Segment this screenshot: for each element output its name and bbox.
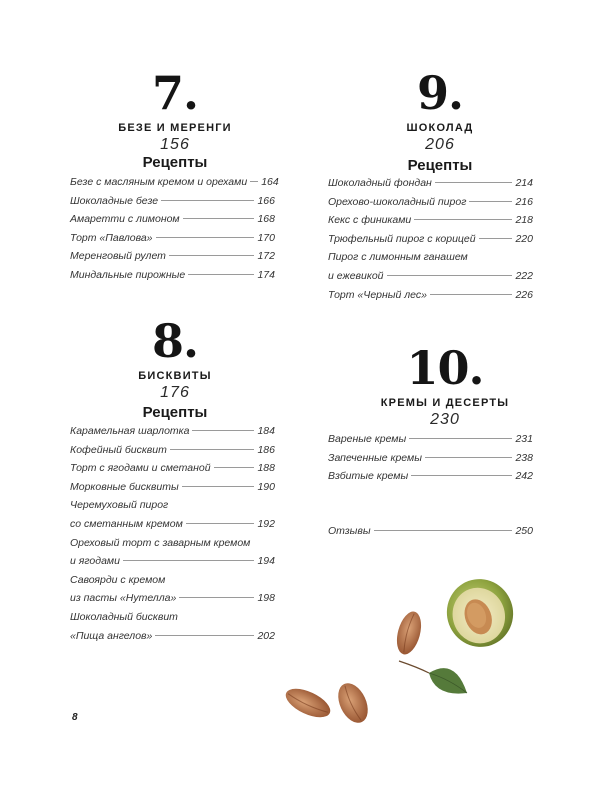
dot-leader [183,218,255,219]
toc-entry-name: Трюфельный пирог с корицей [328,232,476,245]
toc-entry-name: из пасты «Нутелла» [70,592,177,605]
toc-entry-name: и ягодами [70,555,120,568]
toc-row[interactable] [70,176,279,195]
toc-row[interactable] [328,233,533,252]
dot-leader [479,238,513,239]
dot-leader [170,449,255,450]
chapter-10-recipe-list [328,433,533,489]
chapter-title: БИСКВИТЫ [138,370,212,382]
apricot-illustration [275,575,515,735]
toc-entry-name: и ежевикой [328,269,384,282]
dot-leader [469,201,512,202]
toc-entry-name: Шоколадные безе [70,194,159,207]
toc-row[interactable] [328,177,533,196]
toc-row[interactable] [328,433,533,452]
seed-top [393,609,426,657]
toc-entry-name: Шоколадный бисквит [70,610,178,623]
dot-leader [123,560,255,561]
chapter-8-header [70,314,280,402]
toc-entry-page: 172 [257,250,275,263]
dot-leader [387,275,513,276]
toc-entry-name: Пирог с лимонным ганашем [328,251,468,264]
chapter-7-recipe-list [70,176,279,288]
chapter-page: 206 [425,136,455,153]
toc-row[interactable] [70,269,275,288]
chapter-9-header [335,66,545,154]
dot-leader [250,181,258,182]
toc-entry-name: Отзывы [328,525,371,537]
chapter-number: 9. [416,66,464,120]
chapter-title: КРЕМЫ И ДЕСЕРТЫ [380,397,510,409]
dot-leader [179,597,254,598]
toc-row[interactable] [328,452,533,471]
toc-entry-name: Торт «Черный лес» [328,288,427,301]
chapter-number: 10. [406,341,484,395]
toc-entry-page: 214 [515,177,533,189]
toc-entry-page: 166 [257,194,275,207]
dot-leader [161,200,254,201]
chapter-number: 7. [151,66,199,120]
toc-row[interactable] [328,196,533,215]
recipes-heading: Рецепты [142,404,208,421]
toc-row[interactable] [70,574,275,593]
toc-entry-page: 194 [257,555,275,568]
toc-entry-name: Взбитые кремы [328,470,409,483]
toc-entry-name: Черемуховый пирог [70,499,169,512]
toc-entry-page: 192 [257,517,275,530]
chapter-10-header [330,341,560,429]
reviews-list [328,525,533,544]
toc-entry-page: 188 [257,462,275,475]
chapter-page: 230 [430,411,460,428]
toc-row[interactable] [70,195,275,214]
toc-row[interactable] [70,555,275,574]
toc-entry-name: Карамельная шарлотка [70,425,190,437]
chapter-7-header [70,66,280,154]
seed-left [282,683,335,723]
toc-row-reviews[interactable] [328,525,533,544]
toc-entry-name: Ореховый торт с заварным кремом [70,536,251,549]
dot-leader [186,523,255,524]
toc-entry-page: 222 [515,269,533,282]
toc-entry-page: 250 [515,525,533,537]
chapter-title: ШОКОЛАД [406,122,474,134]
toc-row[interactable] [70,250,275,269]
toc-entry-page: 242 [515,470,533,483]
toc-entry-page: 216 [515,195,533,208]
toc-entry-name: «Пища ангелов» [70,629,153,642]
toc-entry-name: Меренговый рулет [70,250,166,263]
toc-entry-page: 170 [257,231,275,244]
toc-row[interactable] [70,518,275,537]
dot-leader [409,438,512,439]
toc-row[interactable] [70,481,275,500]
toc-row[interactable] [328,270,533,289]
toc-row[interactable] [70,630,275,649]
dot-leader [155,635,254,636]
toc-entry-name: Кофейный бисквит [70,443,167,456]
dot-leader [192,430,254,431]
dot-leader [169,255,255,256]
toc-row[interactable] [70,213,275,232]
toc-row[interactable] [70,425,275,444]
toc-entry-name: Миндальные пирожные [70,268,186,281]
dot-leader [374,530,513,531]
toc-entry-page: 198 [257,592,275,605]
toc-row[interactable] [328,470,533,489]
toc-entry-page: 226 [515,288,533,301]
toc-entry-name: Амаретти с лимоном [70,213,180,226]
chapter-title: БЕЗЕ И МЕРЕНГИ [118,122,232,134]
toc-entry-page: 164 [261,176,279,188]
toc-row[interactable] [70,611,275,630]
chapter-number: 8. [151,314,199,368]
chapter-9-recipe-list [328,177,533,307]
dot-leader [430,294,512,295]
toc-row[interactable] [70,462,275,481]
toc-entry-name: Вареные кремы [328,433,407,445]
toc-entry-page: 186 [257,443,275,456]
fruit-half [437,575,515,656]
toc-row[interactable] [328,214,533,233]
toc-row[interactable] [70,444,275,463]
chapter-page: 156 [160,136,190,153]
toc-entry-page: 184 [257,425,275,437]
toc-entry-page: 231 [515,433,533,445]
toc-entry-page: 202 [257,629,275,642]
seed-right [332,678,373,727]
recipes-heading: Рецепты [142,154,208,171]
toc-row[interactable] [70,537,275,556]
dot-leader [156,237,255,238]
dot-leader [411,475,512,476]
toc-entry-name: Запеченные кремы [328,451,422,464]
toc-row[interactable] [70,592,275,611]
chapter-8-recipe-list [70,425,275,648]
toc-entry-name: Торт с ягодами и сметаной [70,462,211,475]
toc-entry-name: Торт «Павлова» [70,231,153,244]
toc-entry-name: Савоярди с кремом [70,573,166,586]
recipes-heading: Рецепты [407,157,473,174]
toc-entry-page: 238 [515,451,533,464]
toc-entry-page: 168 [257,213,275,226]
dot-leader [414,219,512,220]
toc-entry-page: 174 [257,268,275,281]
chapter-page: 176 [160,384,190,401]
toc-entry-name: Орехово-шоколадный пирог [328,195,467,208]
dot-leader [214,467,255,468]
dot-leader [188,274,254,275]
toc-entry-name: Морковные бисквиты [70,480,179,493]
toc-entry-page: 190 [257,480,275,493]
toc-row[interactable] [328,289,533,308]
toc-row[interactable] [328,251,533,270]
leaf [399,661,467,694]
toc-entry-page: 218 [515,214,533,227]
page-number: 8 [72,712,78,723]
dot-leader [435,182,513,183]
toc-entry-page: 220 [515,232,533,245]
toc-entry-name: со сметанным кремом [70,517,183,530]
toc-row[interactable] [70,232,275,251]
toc-entry-name: Шоколадный фондан [328,177,432,189]
dot-leader [425,457,513,458]
toc-row[interactable] [70,499,275,518]
toc-entry-name: Кекс с финиками [328,214,412,227]
toc-entry-name: Безе с масляным кремом и орехами [70,176,248,188]
dot-leader [182,486,255,487]
